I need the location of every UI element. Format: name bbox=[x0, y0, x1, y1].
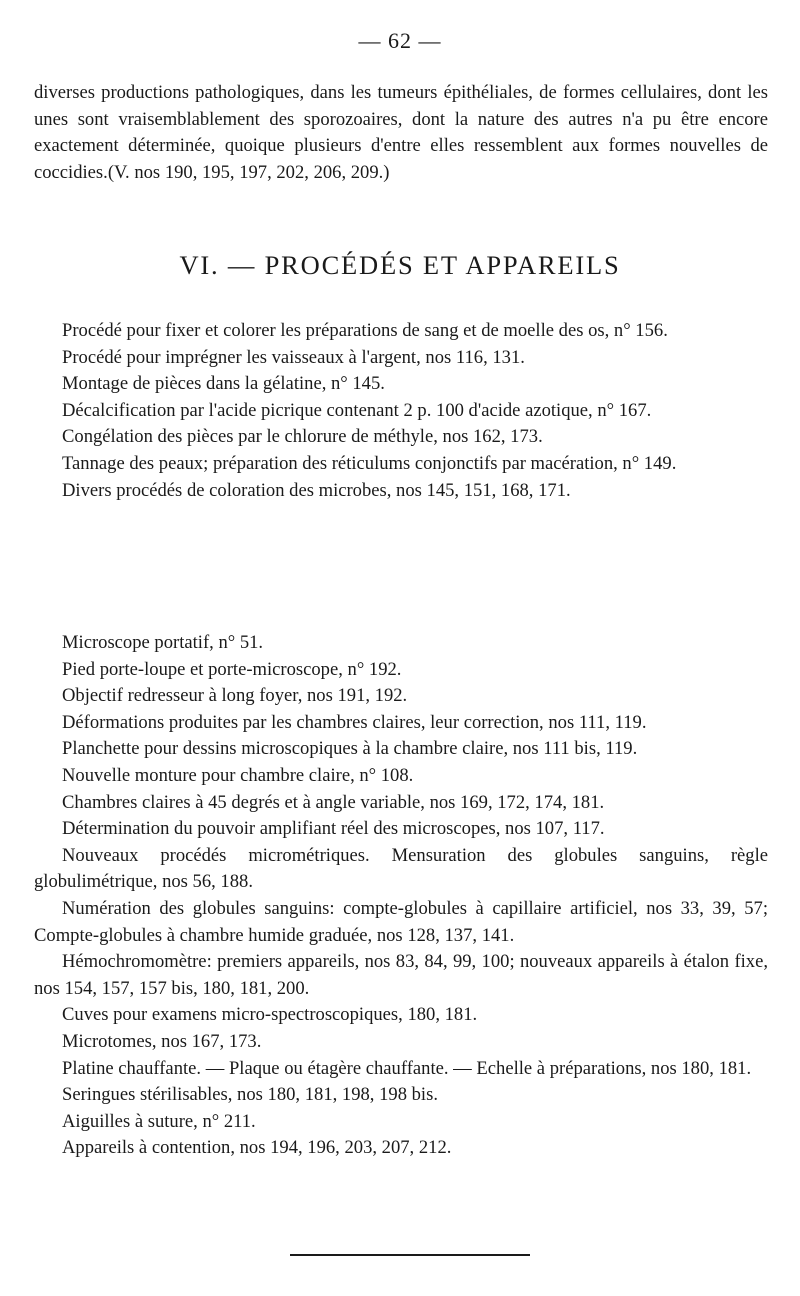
list-item: Déformations produites par les chambres claires, leur correction, nos 111, 119. bbox=[62, 711, 647, 733]
list-item: Platine chauffante. — Plaque ou étagère chauffante. — Echelle à préparations, nos 180, 181. bbox=[62, 1057, 752, 1079]
list-item: Seringues stérilisables, nos 180, 181, 198, 198 bis. bbox=[62, 1084, 438, 1106]
list-item: Microscope portatif, n° 51. bbox=[62, 632, 264, 653]
procedes-list bbox=[34, 318, 768, 504]
section-title: VI. — PROCÉDÉS ET APPAREILS bbox=[179, 250, 621, 280]
list-item: Cuves pour examens micro-spectroscopiques, 180, 181. bbox=[62, 1004, 478, 1026]
list-item: Décalcification par l'acide picrique contenant 2 p. 100 d'acide azotique, n° 167. bbox=[62, 399, 652, 421]
list-item: Tannage des peaux; préparation des réticulums conjonctifs par macération, n° 149. bbox=[62, 452, 677, 474]
intro-text: diverses productions pathologiques, dans les tumeurs épithéliales, de formes cellulaires, dont les unes sont vraisemblablement des sporozoaires, dont la nature des autres n'a pu être encore exactement déterminée, quoique plusieurs d'entre elles ressemblent aux formes nouvelles de coccidies.(V. nos 190, 195, 197, 202, 206, 209.) bbox=[34, 82, 768, 183]
list-item: Appareils à contention, nos 194, 196, 203, 207, 212. bbox=[62, 1137, 452, 1159]
appareils-list bbox=[34, 630, 768, 1162]
list-item: Montage de pièces dans la gélatine, n° 145. bbox=[62, 373, 385, 395]
list-item: Congélation des pièces par le chlorure de méthyle, nos 162, 173. bbox=[62, 426, 543, 448]
list-item: Nouvelle monture pour chambre claire, n° 108. bbox=[62, 764, 414, 786]
list-item: Hémochromomètre: premiers appareils, nos 83, 84, 99, 100; nouveaux appareils à étalon fixe, nos 154, 157, 157 bis, 180, 181, 200. bbox=[34, 951, 768, 999]
list-item: Numération des globules sanguins: compte-globules à capillaire artificiel, nos 33, 39, 57; Compte-globules à chambre humide graduée, nos 128, 137, 141. bbox=[34, 897, 768, 946]
page-number: — 62 — bbox=[358, 28, 442, 53]
list-item: Procédé pour imprégner les vaisseaux à l'argent, nos 116, 131. bbox=[62, 346, 525, 368]
list-item: Objectif redresseur à long foyer, nos 191, 192. bbox=[62, 685, 408, 707]
list-item: Aiguilles à suture, n° 211. bbox=[62, 1110, 256, 1132]
end-rule bbox=[290, 1254, 530, 1256]
list-item: Pied porte-loupe et porte-microscope, n° 192. bbox=[62, 658, 402, 680]
intro-paragraph bbox=[34, 80, 768, 186]
list-item: Divers procédés de coloration des microbes, nos 145, 151, 168, 171. bbox=[62, 479, 571, 501]
list-item: Détermination du pouvoir amplifiant réel des microscopes, nos 107, 117. bbox=[62, 818, 605, 840]
list-item: Chambres claires à 45 degrés et à angle variable, nos 169, 172, 174, 181. bbox=[62, 791, 605, 813]
list-item: Procédé pour fixer et colorer les préparations de sang et de moelle des os, n° 156. bbox=[62, 320, 668, 341]
list-item: Nouveaux procédés micrométriques. Mensuration des globules sanguins, règle globulimétrique, nos 56, 188. bbox=[34, 844, 768, 893]
list-item: Microtomes, nos 167, 173. bbox=[62, 1030, 262, 1052]
list-item: Planchette pour dessins microscopiques à la chambre claire, nos 111 bis, 119. bbox=[62, 738, 638, 760]
